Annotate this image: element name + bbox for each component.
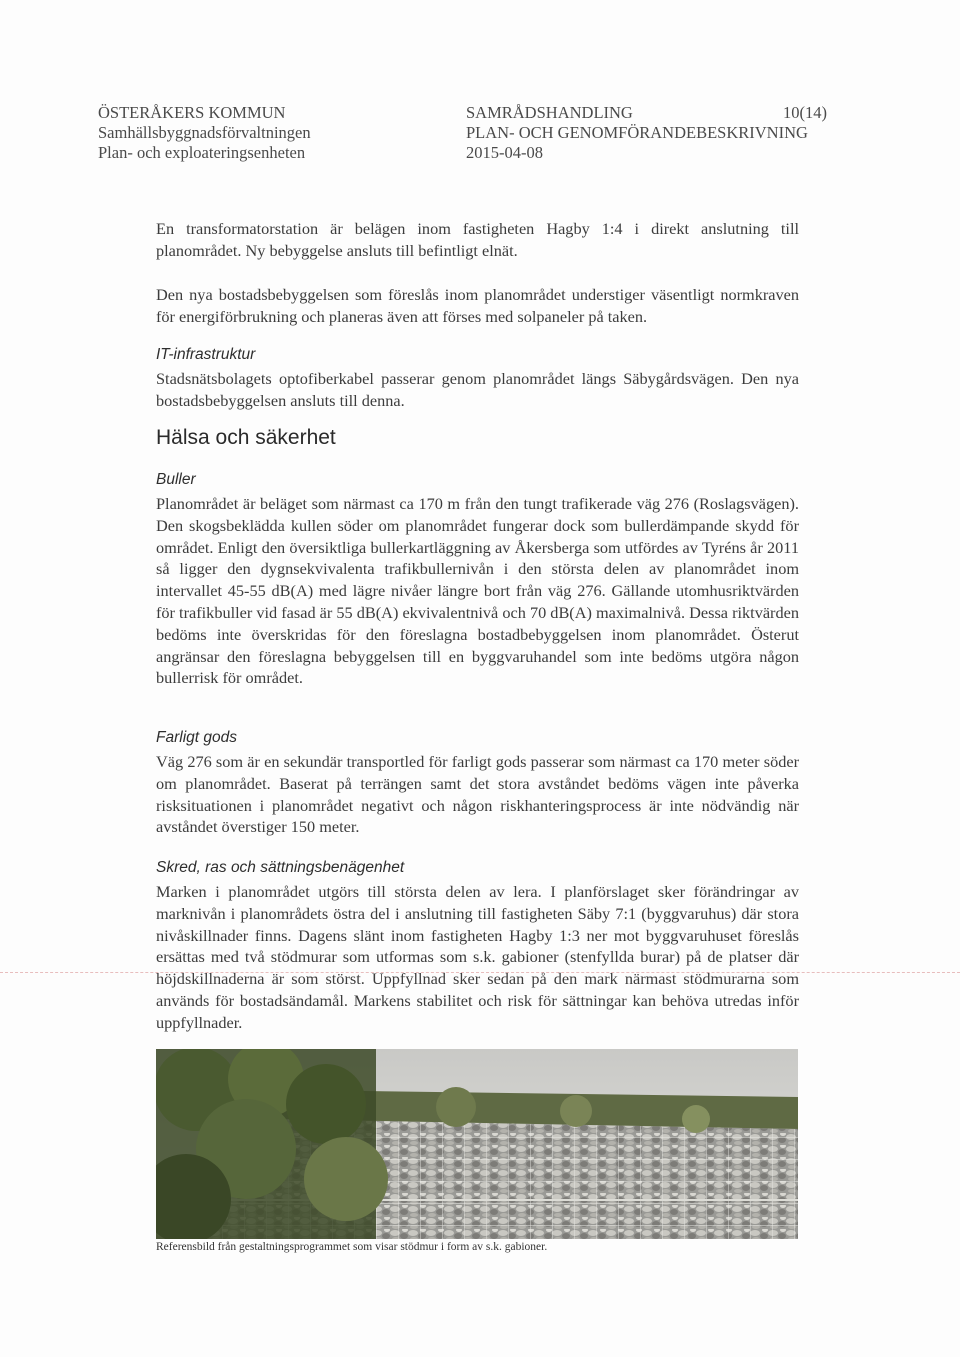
paragraph-dangerous-goods: Väg 276 som är en sekundär transportled för farligt gods passerar som närmast ca 170 meter söder om planområdet. Baserat på terrängen samt det stora avståndet bedöms vägen inte påverka risksituationen i planområdet negativt och någon riskhanteringsprocess är inte nödvändig när avståndet överstiger 150 meter. xyxy=(156,752,799,837)
section-heading-health-safety: Hälsa och säkerhet xyxy=(156,426,336,449)
heading-landslide: Skred, ras och sättningsbenägenhet xyxy=(156,859,405,876)
heading-noise: Buller xyxy=(156,471,196,488)
header-department: Samhällsbyggnadsförvaltningen xyxy=(98,123,311,142)
heading-it-infrastructure: IT-infrastruktur xyxy=(156,346,256,363)
header-document-info xyxy=(466,103,808,163)
header-document-status: SAMRÅDSHANDLING xyxy=(466,103,633,122)
gabion-wall-photo xyxy=(156,1049,798,1239)
paragraph-it-infrastructure: Stadsnätsbolagets optofiberkabel passerar genom planområdet längs Säbygårdsvägen. Den nya bostadsbebyggelsen ansluts till denna. xyxy=(156,369,799,410)
header-municipality: ÖSTERÅKERS KOMMUN xyxy=(98,103,286,122)
header-date: 2015-04-08 xyxy=(466,143,543,162)
paragraph-noise: Planområdet är beläget som närmast ca 170 m från den tungt trafikerade väg 276 (Roslagsvägen). Den skogsbeklädda kullen söder om planområdet fungerar dock som bullerdämpande skydd för området. Enligt den översiktliga bullerkartläggning av Åkersberga som utfördes av Tyréns år 2011 så ligger den dygnsekvivalenta trafikbullernivån i den största delen av planområdet inom intervallet 45-55 dB(A) med lägre nivåer längre bort från väg 276. Gällande utomhusriktvärden för trafikbuller vid fasad är 55 dB(A) ekvivalentnivå och 70 dB(A) maximalnivå. Dessa riktvärden bedöms inte överskridas för den föreslagna bostadbebyggelsen inom planområdet. Österut angränsar den föreslagna bebyggelsen till en byggvaruhandel som inte bedöms utgöra någon bullerrisk för området. xyxy=(156,494,799,688)
header-organization xyxy=(98,103,311,163)
paragraph-landslide: Marken i planområdet utgörs till största delen av lera. I planförslaget sker förändringar av marknivån i planområdets östra del i anslutning till fastigheten Säby 7:1 (byggvaruhus) där stora nivåskillnader finns. Dagens slänt inom fastigheten Hagby 1:3 ner mot byggvaruhuset föreslås ersättas med två stödmurar som utformas som s.k. gabioner (stenfyllda burar) på de platser där höjdskillnaderna är som störst. Uppfyllnad sker sedan på den mark närmast stödmurarna som används för bostadsändamål. Markens stabilitet och risk för sättningar kan behöva utredas inför uppfyllnader. xyxy=(156,882,799,1032)
heading-dangerous-goods: Farligt gods xyxy=(156,729,237,746)
page-number: 10(14) xyxy=(783,103,827,122)
paragraph-transformer: En transformatorstation är belägen inom fastigheten Hagby 1:4 i direkt anslutning till planområdet. Ny bebyggelse ansluts till befintligt elnät. xyxy=(156,219,799,260)
photo-caption: Referensbild från gestaltningsprogrammet som visar stödmur i form av s.k. gabioner. xyxy=(156,1241,548,1253)
paragraph-energy: Den nya bostadsbebyggelsen som föreslås inom planområdet understiger väsentligt normkraven för energiförbrukning och planeras även att förses med solpaneler på taken. xyxy=(156,285,799,326)
header-unit: Plan- och exploateringsenheten xyxy=(98,143,306,162)
scan-artifact-line xyxy=(0,972,960,973)
header-document-type: PLAN- OCH GENOMFÖRANDEBESKRIVNING xyxy=(466,123,808,142)
